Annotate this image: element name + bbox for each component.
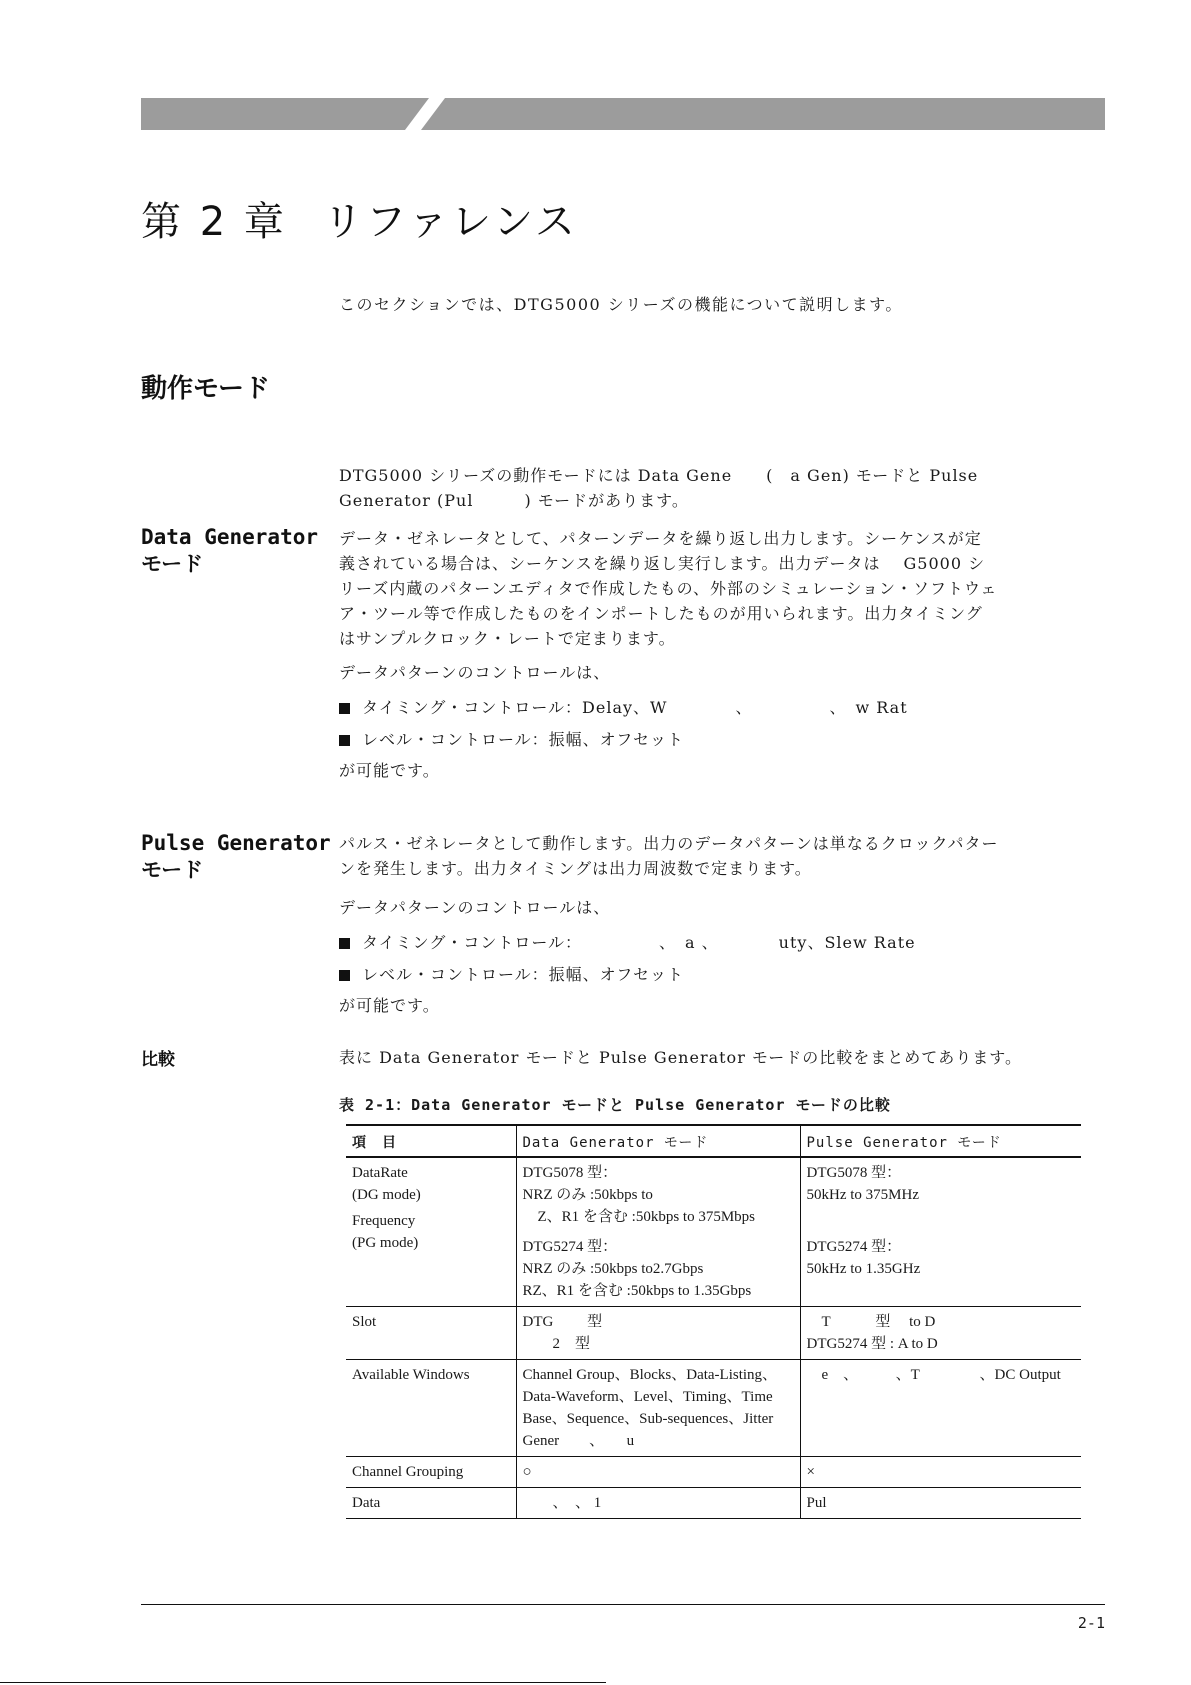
pulse-generator-control-intro: データパターンのコントロールは、 — [339, 898, 611, 917]
row-pulse-generator: DTG5078 型： 50kHz to 375MHz DTG5274 型： 50kHz to 1.35GHz — [800, 1157, 1081, 1307]
chapter-title — [141, 190, 578, 247]
pulse-generator-heading: Pulse Generator モード — [141, 831, 331, 882]
data-generator-bullet-timing: タイミング・コントロール：Delay、W 、 、 w Rat — [339, 695, 908, 718]
intro-text: このセクションでは、DTG5000 シリーズの機能について説明します。 — [339, 295, 903, 314]
pulse-generator-body: パルス・ゼネレータとして動作します。出力のデータパターンは単なるクロックパター ンを発生します。出力タイミングは出力周波数で定まります。 — [339, 834, 999, 878]
comparison-table — [346, 1124, 1081, 1519]
row-data-generator: 、 、 1 — [516, 1488, 800, 1519]
data-generator-closing: が可能です。 — [339, 761, 440, 780]
table-row — [346, 1307, 1081, 1360]
table-row — [346, 1360, 1081, 1457]
page-number: 2-1 — [1077, 1614, 1105, 1632]
comparison-heading: 比較 — [141, 1050, 175, 1070]
header-band — [141, 98, 1105, 130]
pulse-generator-bullet-level: レベル・コントロール：振幅、オフセット — [339, 962, 684, 985]
pulse-generator-closing: が可能です。 — [339, 996, 440, 1015]
comparison-text: 表に Data Generator モードと Pulse Generator モードの比較をまとめてあります。 — [339, 1048, 1023, 1067]
bottom-rule — [0, 1682, 606, 1683]
row-item: Channel Grouping — [346, 1457, 516, 1488]
row-data-generator: DTG 型 2 型 — [516, 1307, 800, 1360]
data-generator-heading: Data Generator モード — [141, 525, 319, 576]
table-row — [346, 1157, 1081, 1307]
row-pulse-generator: × — [800, 1457, 1081, 1488]
bullet-square-icon — [339, 970, 350, 981]
column-header-pulse-generator: Pulse Generator モード — [800, 1125, 1081, 1157]
pulse-generator-bullet-timing: タイミング・コントロール： 、 a 、 uty、Slew Rate — [339, 930, 916, 953]
bullet-square-icon — [339, 735, 350, 746]
footer-rule — [141, 1604, 1105, 1605]
bullet-square-icon — [339, 703, 350, 714]
column-header-data-generator: Data Generator モード — [516, 1125, 800, 1157]
data-generator-bullet-level: レベル・コントロール：振幅、オフセット — [339, 727, 684, 750]
row-data-generator: ○ — [516, 1457, 800, 1488]
row-item: Slot — [346, 1307, 516, 1360]
table-row — [346, 1457, 1081, 1488]
modes-intro-line-1: DTG5000 シリーズの動作モードには Data Gene ( a Gen) モードと Pulse — [339, 466, 979, 485]
data-generator-control-intro: データパターンのコントロールは、 — [339, 663, 611, 682]
column-header-item: 項 目 — [346, 1125, 516, 1157]
section-heading: 動作モード — [141, 374, 270, 404]
table-header-row — [346, 1125, 1081, 1157]
table-row — [346, 1488, 1081, 1519]
row-data-generator: DTG5078 型： NRZ のみ :50kbps to Z、R1 を含む :50kbps to 375Mbps DTG5274 型： NRZ のみ :50kbps to2.7Gbps RZ、R1 を含む :50kbps to 1.35Gbps — [516, 1157, 800, 1307]
row-pulse-generator: T 型 to D DTG5274 型 : A to D — [800, 1307, 1081, 1360]
row-pulse-generator: Pul — [800, 1488, 1081, 1519]
table-caption: 表 2-1：Data Generator モードと Pulse Generator モードの比較 — [339, 1096, 891, 1114]
row-data-generator: Channel Group、Blocks、Data-Listing、 Data-Waveform、Level、Timing、Time Base、Sequence、Sub-sequences、Jitter Gener 、 u — [516, 1360, 800, 1457]
row-item: Available Windows — [346, 1360, 516, 1457]
modes-intro-line-2: Generator (Pul ) モードがあります。 — [339, 491, 689, 510]
row-pulse-generator: e 、 、T 、DC Output — [800, 1360, 1081, 1457]
chapter-number: 第 2 章 — [141, 199, 287, 245]
row-item: Data — [346, 1488, 516, 1519]
data-generator-body: データ・ゼネレータとして、パターンデータを繰り返し出力します。シーケンスが定 義されている場合は、シーケンスを繰り返し実行します。出力データは G5000 シ リーズ内蔵のパターンエディタで作成したもの、外部のシミュレーション・ソフトウェ ア・ツール等で作成したものをインポートしたものが用いられます。出力タイミング はサンプルクロック・レートで定まります。 — [339, 529, 998, 648]
bullet-square-icon — [339, 938, 350, 949]
row-item: DataRate (DG mode) Frequency (PG mode) — [346, 1157, 516, 1307]
chapter-name: リファレンス — [322, 199, 578, 245]
